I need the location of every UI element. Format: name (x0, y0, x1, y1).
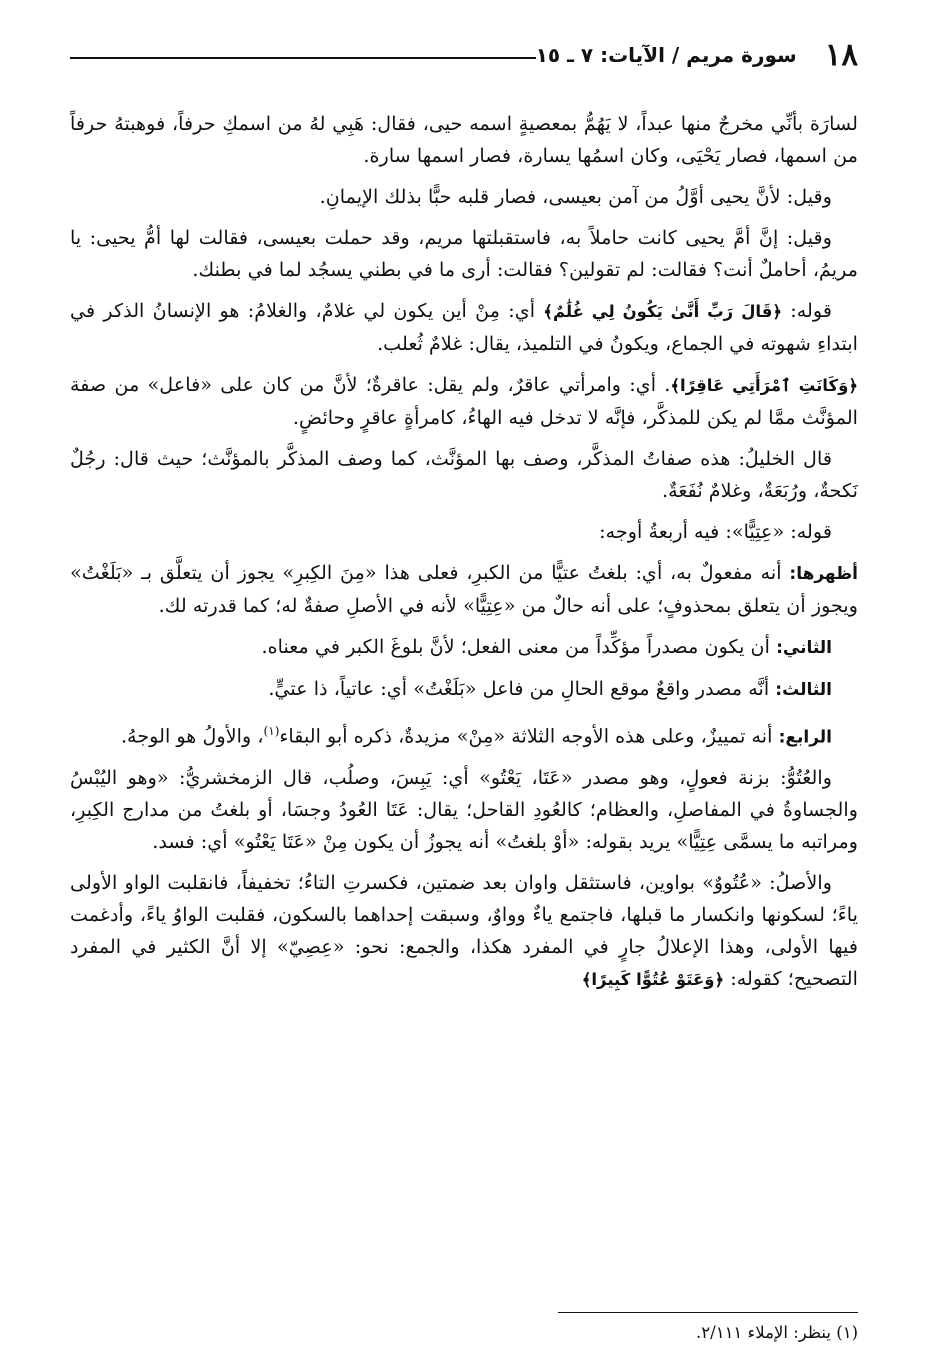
page (70, 30, 858, 1005)
paragraph (70, 369, 858, 434)
footnote-marker: (١) (263, 724, 280, 738)
paragraph: لسارَة بأنِّي مخرجٌ منها عبداً، لا يَهُمُّ بمعصيةٍ اسمه حيى، فقال: هَبِي لهُ من اسمكِ حرفاً، فوهبتهُ حرفاً من اسمها، فصار يَحْيَى، وكان اسمُها يسارة، فصار اسمها سارة. (70, 112, 858, 167)
quran-verse: ﴿وَكَانَتِ ٱمْرَأَتِي عَاقِرًا﴾ (670, 376, 858, 395)
footnote-rule (558, 1312, 858, 1313)
paragraph-lead: الثاني: (776, 638, 832, 658)
paragraph: وقيل: لأنَّ يحيى أوَّلُ من آمن بعيسى، فصار قلبه حبًّا بذلك الإيمانِ. (319, 185, 832, 208)
text-run: . أي: وامرأتي عاقرٌ، ولم يقل: عاقرةٌ؛ لأنَّ من كان على «فاعل» من صفة المؤنَّث ممَّا لم يكن للمذكَّر، فإنَّه لا تدخل فيه الهاءُ، كامرأةٍ عاقرٍ وحائضٍ. (70, 373, 858, 429)
paragraph (70, 557, 858, 622)
text-run: أنه مفعولٌ به، أي: بلغتُ عتيًّا من الكبرِ، فعلى هذا «مِنَ الكِبرِ» يجوز أن يتعلَّق بـ «بَلَغْتُ» ويجوز أن يتعلق بمحذوفٍ؛ على أنه حالٌ من «عِتِيًّا» لأنه في الأصلِ صفةٌ له؛ كما قدرته لك. (70, 561, 858, 617)
text-run: أنه تمييزٌ، وعلى هذه الأوجه الثلاثة «مِنْ» مزيدةٌ، ذكره أبو البقاء (279, 724, 779, 748)
running-title: سورة مريم / الآيات: ٧ ـ ١٥ (535, 43, 797, 67)
paragraph-lead: أظهرها: (789, 564, 858, 584)
paragraph: وقيل: إنَّ أمَّ يحيى كانت حاملاً به، فاستقبلتها مريم، وقد حملت بعيسى، فقالت لها أمُّ يحيى: يا مريمُ، أحاملٌ أنت؟ فقالت: لم تقولين؟ فقالت: أرى ما في بطني يسجُد لما في بطنك. (70, 226, 858, 281)
text-run: ، والأولُ هو الوجهُ. (120, 724, 264, 748)
paragraph-lead: الرابع: (778, 727, 832, 748)
text-run: والأصلُ: «عُتُووٌ» بواوين، فاستثقل واوان بعد ضمتين، فكسرتِ التاءُ؛ تخفيفاً، فانقلبت الواو الأولى ياءً؛ لسكونها وانكسار ما قبلها، فاجتمع ياءٌ وواوٌ، وسبقت إحداهما بالسكون، فقلبت الواوُ ياءً، وأدغمت فيها الأولى، وهذا الإعلالُ جارٍ في المفرد هكذا، والجمع: نحو: «عِصِيّ» إلا أنَّ الكثير في المفرد التصحيح؛ كقوله: (70, 871, 858, 991)
footnotes (70, 1312, 858, 1342)
paragraph (70, 631, 858, 664)
text-run: أي: مِنْ أين يكون لي غلامٌ، والغلامُ: هو الإنسانُ الذكر في ابتداءِ شهوته في الجماع، ويكونُ في التلميذ، يقال: غلامٌ ثُعلب. (70, 299, 858, 355)
page-body (70, 108, 858, 996)
text-run: أن يكون مصدراً مؤكِّداً من معنى الفعل؛ لأنَّ بلوغَ الكبر في معناه. (261, 635, 777, 658)
paragraph (70, 295, 858, 360)
paragraph: قال الخليلُ: هذه صفاتُ المذكَّر، وصف بها المؤنَّث، كما وصف المذكَّر بالمؤنَّث؛ حيث قال: رجُلٌ نَكحةٌ، ورُبَعَةٌ، وغلامٌ نُفَعَةٌ. (70, 447, 858, 502)
quran-verse: ﴿وَعَتَوْ عُتُوًّا كَبِيرًا﴾ (581, 970, 725, 990)
paragraph: والعُتُوُّ: بزنة فعولٍ، وهو مصدر «عَتَا، يَعْتُو» أي: يَبِسَ، وصلُب، قال الزمخشريُّ: «وهو اليُبْسُ والجساوةُ في المفاصلِ، والعظام؛ كالعُودِ القاحل؛ يقال: عَتَا العُودُ وجسَا، أو بلغتُ من مدارج الكِبرِ، ومراتبه ما يسمَّى عِتِيًّا» يريد بقوله: «أوْ بلغتُ» أنه يجوزُ أن يكون مِنْ «عَتَا يَعْتُو» أي: فسد. (70, 766, 858, 854)
paragraph (70, 673, 858, 706)
page-number: ١٨ (824, 37, 858, 73)
footnote: (١) ينظر: الإملاء ٢/١١١. (696, 1323, 858, 1342)
quran-verse: ﴿قَالَ رَبِّ أَنَّىٰ يَكُونُ لِي غُلَٰمٌ﴾ (543, 302, 783, 321)
header-rule (70, 57, 536, 59)
text-run: أنَّه مصدر واقعٌ موقع الحالِ من فاعل «بَلَغْتُ» أي: عاتياً، ذا عتيٍّ. (268, 677, 776, 700)
page-header (70, 30, 858, 80)
paragraph (70, 715, 858, 753)
paragraph (70, 867, 858, 996)
paragraph-lead: الثالث: (775, 680, 832, 700)
text-run: قوله: (782, 299, 832, 322)
paragraph: قوله: «عِتِيًّا»: فيه أربعةُ أوجه: (599, 520, 832, 543)
